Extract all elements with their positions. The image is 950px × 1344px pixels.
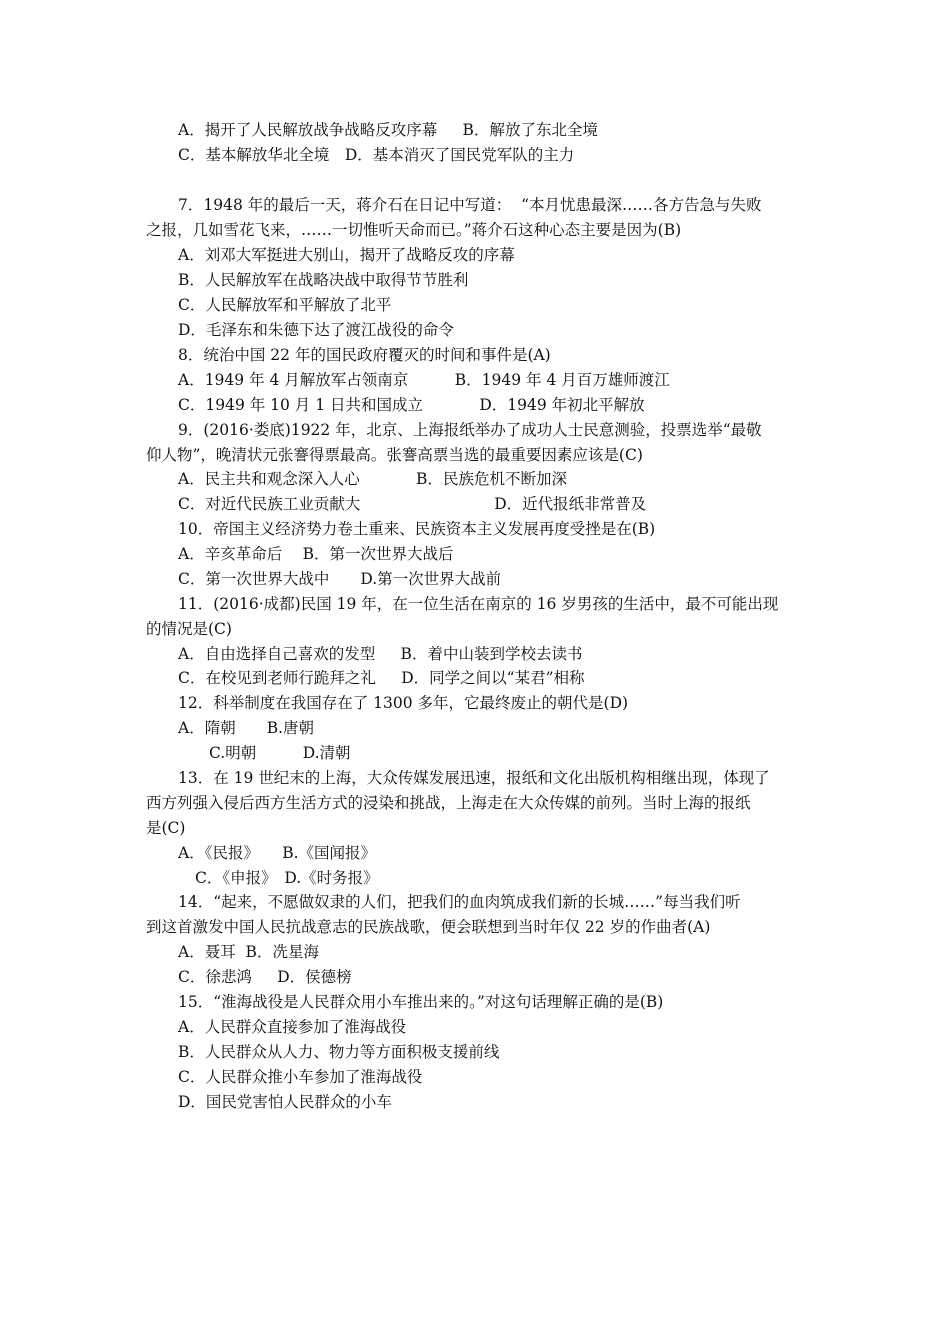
q11-options-ab: A．自由选择自己喜欢的发型 B．着中山装到学校去读书 [178,645,583,663]
q15-stem: 15．“淮海战役是人民群众用小车推出来的。”对这句话理解正确的是(B) [178,993,664,1011]
q15-option-c: C．人民群众推小车参加了淮海战役 [178,1068,423,1086]
q15-option-d: D．国民党害怕人民群众的小车 [178,1093,392,1111]
q14-stem-line2: 到这首激发中国人民抗战意志的民族战歌，便会联想到当时年仅 22 岁的作曲者(A) [146,918,711,936]
q8-options-ab: A．1949 年 4 月解放军占领南京 B．1949 年 4 月百万雄师渡江 [178,371,670,389]
q14-options-cd: C．徐悲鸿 D．侯德榜 [178,968,352,986]
q10-options-ab: A．辛亥革命后 B．第一次世界大战后 [178,545,454,563]
q7-stem-line1: 7．1948 年的最后一天，蒋介石在日记中写道： “本月忧患最深……各方告急与失败 [178,196,762,214]
q8-stem: 8．统治中国 22 年的国民政府覆灭的时间和事件是(A) [178,346,551,364]
q9-options-cd: C．对近代民族工业贡献大 D．近代报纸非常普及 [178,495,647,513]
q9-stem-line1: 9．(2016·娄底)1922 年，北京、上海报纸举办了成功人士民意测验，投票选举“最敬 [178,421,762,439]
q10-options-cd: C．第一次世界大战中 D.第一次世界大战前 [178,570,502,588]
q7-option-b: B．人民解放军在战略决战中取得节节胜利 [178,271,469,289]
q6-options-line1: A．揭开了人民解放战争战略反攻序幕 B．解放了东北全境 [178,121,598,139]
q8-options-cd: C．1949 年 10 月 1 日共和国成立 D．1949 年初北平解放 [178,396,645,414]
q13-stem-line1: 13．在 19 世纪末的上海，大众传媒发展迅速，报纸和文化出版机构相继出现，体现了 [178,769,770,787]
q11-options-cd: C．在校见到老师行跪拜之礼 D．同学之间以“某君”相称 [178,669,585,687]
q13-options-ab: A．《民报》 B.《国闻报》 [178,844,377,862]
q11-stem-line2: 的情况是(C) [146,620,232,638]
q14-options-ab: A．聂耳 B．冼星海 [178,943,319,961]
q10-stem: 10．帝国主义经济势力卷土重来、民族资本主义发展再度受挫是在(B) [178,520,656,538]
q9-options-ab: A．民主共和观念深入人心 B．民族危机不断加深 [178,470,567,488]
q7-option-a: A．刘邓大军挺进大别山，揭开了战略反攻的序幕 [178,246,515,264]
q13-stem-line3: 是(C) [146,819,186,837]
q13-stem-line2: 西方列强入侵后西方生活方式的浸染和挑战，上海走在大众传媒的前列。当时上海的报纸 [146,794,751,812]
q15-option-a: A．人民群众直接参加了淮海战役 [178,1018,407,1036]
q7-option-c: C．人民解放军和平解放了北平 [178,296,392,314]
q12-options-cd: C.明朝 D.清朝 [209,744,351,762]
q6-options-line2: C．基本解放华北全境 D．基本消灭了国民党军队的主力 [178,146,575,164]
q7-stem-line2: 之报，几如雪花飞来，……一切惟听天命而已。”蒋介石这种心态主要是因为(B) [146,221,682,239]
q7-option-d: D．毛泽东和朱德下达了渡江战役的命令 [178,321,454,339]
q12-stem: 12．科举制度在我国存在了 1300 多年，它最终废止的朝代是(D) [178,694,629,712]
q14-stem-line1: 14．“起来，不愿做奴隶的人们，把我们的血肉筑成我们新的长城……”每当我们听 [178,893,741,911]
q11-stem-line1: 11．(2016·成都)民国 19 年，在一位生活在南京的 16 岁男孩的生活中，最不可能出现 [178,595,779,613]
q13-options-cd: C．《申报》 D.《时务报》 [195,869,379,887]
q15-option-b: B．人民群众从人力、物力等方面积极支援前线 [178,1043,500,1061]
q12-options-ab: A．隋朝 B.唐朝 [178,719,315,737]
q9-stem-line2: 仰人物”，晚清状元张謇得票最高。张謇高票当选的最重要因素应该是(C) [146,446,643,464]
